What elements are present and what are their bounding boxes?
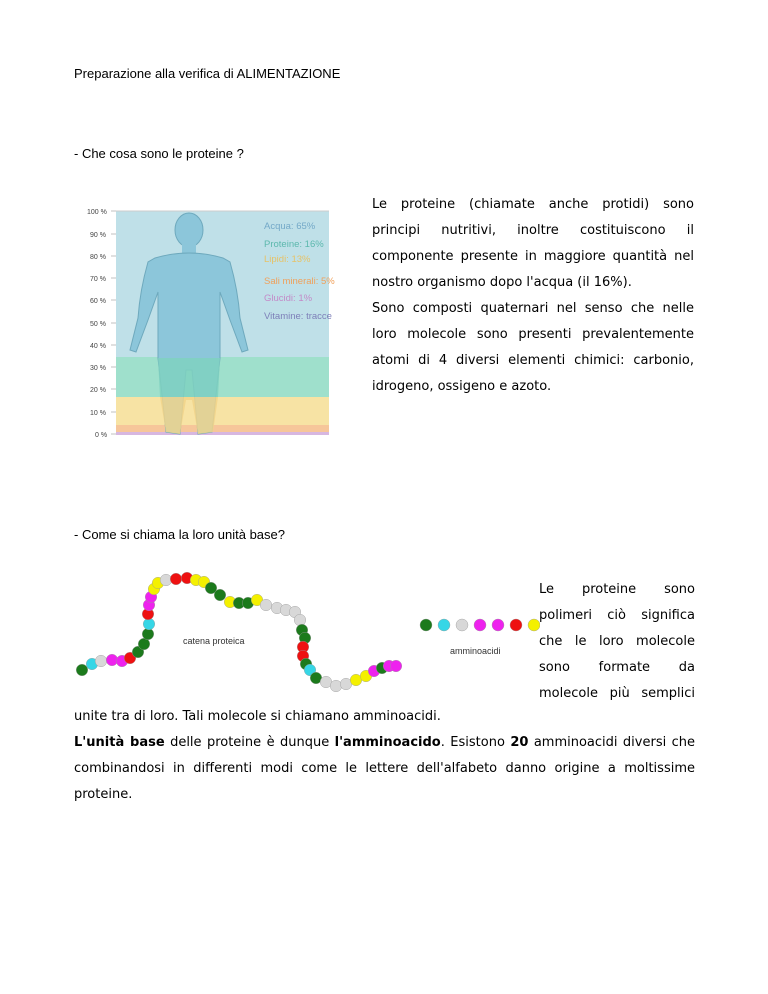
chain-bead [95, 655, 107, 667]
text-line: componente presente in maggiore quantità nel [372, 249, 694, 264]
text-line: sono formate da [539, 660, 695, 675]
text-run: amminoacidi diversi che combinandosi in differenti modi come le lettere dell'alfabeto danno origine a moltissime proteine. [74, 735, 695, 802]
tick-label: 40 % [90, 343, 106, 350]
chain-bead [170, 573, 182, 585]
band-glucides [116, 432, 329, 435]
chain-bead [160, 574, 172, 586]
bold-unit-base: L'unità base [74, 735, 165, 750]
chain-bead [142, 628, 154, 640]
tick-label: 60 % [90, 298, 106, 305]
text-line: principi nutritivi, inoltre costituiscono il [372, 223, 694, 238]
paragraph-proteins [372, 192, 694, 400]
text-line: Sono composti quaternari nel senso che nelle [372, 301, 694, 316]
chain-bead [294, 614, 306, 626]
question-1: - Che cosa sono le proteine ? [74, 146, 244, 161]
text-line: loro molecole sono presenti prevalentemente [372, 327, 694, 342]
text-run: delle proteine è dunque [164, 735, 335, 750]
body-composition-figure [80, 200, 370, 445]
bold-twenty: 20 [510, 735, 529, 750]
chain-bead [106, 654, 118, 666]
amino-label: amminoacidi [450, 646, 501, 656]
tick-label: 90 % [90, 232, 106, 239]
paragraph-polymers [539, 577, 695, 707]
document-title: Preparazione alla verifica di ALIMENTAZIONE [74, 66, 341, 81]
chain-bead [214, 589, 226, 601]
text-line: Le proteine (chiamate anche protidi) sono [372, 197, 694, 212]
legend-water: Acqua: 65% [264, 221, 316, 232]
legend-protein: Proteine: 16% [264, 239, 324, 250]
text-run: . Esistono [440, 735, 511, 750]
text-line: che le loro molecole [539, 634, 695, 649]
text-line: molecole più semplici [539, 686, 695, 701]
chain-bead [260, 599, 272, 611]
tick-label: 0 % [95, 432, 108, 439]
tick-label: 20 % [90, 387, 106, 394]
chain-bead [143, 618, 155, 630]
legend-glucides: Glucidi: 1% [264, 293, 313, 304]
tick-label: 50 % [90, 321, 106, 328]
amino-acid-bead [456, 619, 468, 631]
tick-label: 70 % [90, 276, 106, 283]
text-line: atomi di 4 diversi elementi chimici: carbonio, [372, 353, 694, 368]
chain-bead [330, 680, 342, 692]
chain-label: catena proteica [183, 636, 245, 646]
chain-bead [390, 660, 402, 672]
legend-vitamins: Vitamine: tracce [264, 311, 332, 322]
text-line: polimeri ciò significa [539, 608, 695, 623]
chain-bead [76, 664, 88, 676]
text-line: unite tra di loro. Tali molecole si chiamano amminoacidi. [74, 709, 441, 724]
text-line-rich [74, 730, 695, 808]
band-protein [116, 357, 329, 397]
tick-label: 30 % [90, 365, 106, 372]
amino-acid-bead [438, 619, 450, 631]
question-2: - Come si chiama la loro unità base? [74, 527, 285, 542]
chain-beads [76, 572, 540, 692]
amino-acid-bead [492, 619, 504, 631]
tick-label: 100 % [87, 209, 107, 216]
text-line: idrogeno, ossigeno e azoto. [372, 379, 552, 394]
protein-chain-figure [70, 570, 540, 700]
legend-minerals: Sali minerali: 5% [264, 276, 335, 287]
text-line: nostro organismo dopo l'acqua (il 16%). [372, 275, 632, 290]
legend-lipids: Lipidi: 13% [264, 254, 311, 265]
text-line: Le proteine sono [539, 582, 695, 597]
paragraph-amino-acids [74, 704, 695, 808]
bold-amino-acid: l'amminoacido [334, 735, 441, 750]
band-lipids [116, 397, 329, 425]
tick-label: 80 % [90, 254, 106, 261]
band-minerals [116, 425, 329, 432]
amino-acid-bead [510, 619, 522, 631]
amino-acid-bead [420, 619, 432, 631]
amino-acid-bead [474, 619, 486, 631]
tick-label: 10 % [90, 410, 106, 417]
